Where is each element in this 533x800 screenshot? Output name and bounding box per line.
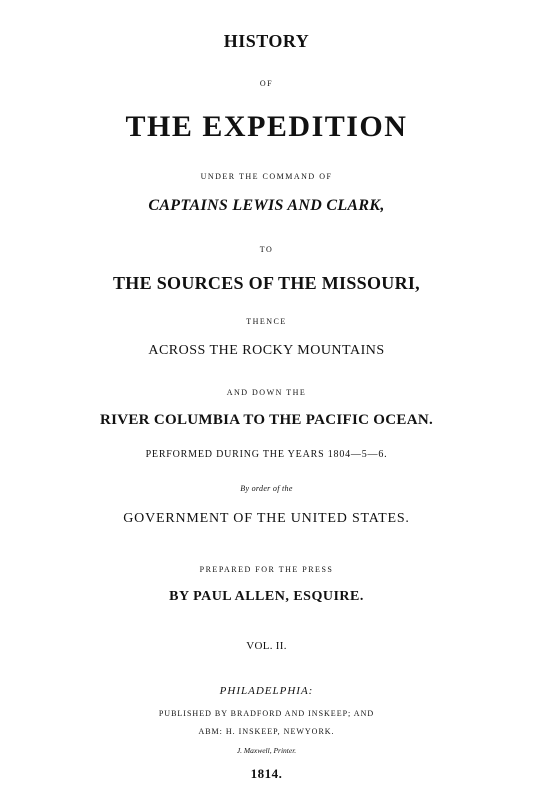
government-line: GOVERNMENT OF THE UNITED STATES. [123, 511, 410, 526]
captains-line: CAPTAINS LEWIS AND CLARK, [148, 197, 385, 214]
imprint-place: PHILADELPHIA: [219, 685, 314, 697]
imprint-publisher: PUBLISHED BY BRADFORD AND INSKEEP; AND [158, 709, 375, 718]
editor-line: BY PAUL ALLEN, ESQUIRE. [169, 589, 364, 604]
imprint-year: 1814. [250, 766, 283, 781]
prepared-line: PREPARED FOR THE PRESS [199, 565, 334, 574]
volume-number: VOL. II. [246, 640, 287, 652]
river-line: RIVER COLUMBIA TO THE PACIFIC OCEAN. [99, 412, 434, 428]
heading-history: HISTORY [223, 31, 310, 51]
under-command-line: UNDER THE COMMAND OF [200, 172, 333, 181]
connector-and-down: AND DOWN THE [226, 388, 307, 397]
main-title: THE EXPEDITION [125, 110, 408, 143]
connector-thence: THENCE [246, 317, 287, 326]
across-line: ACROSS THE ROCKY MOUNTAINS [148, 343, 385, 358]
by-order-line: By order of the [240, 484, 293, 493]
performed-years-line: PERFORMED DURING THE YEARS 1804—5—6. [145, 449, 388, 460]
sources-line: THE SOURCES OF THE MISSOURI, [113, 273, 420, 293]
imprint-printer: J. Maxwell, Printer. [236, 746, 297, 755]
connector-of: OF [259, 79, 274, 88]
imprint-publisher-second: ABM: H. INSKEEP, NEWYORK. [198, 727, 335, 736]
connector-to: TO [259, 245, 274, 254]
